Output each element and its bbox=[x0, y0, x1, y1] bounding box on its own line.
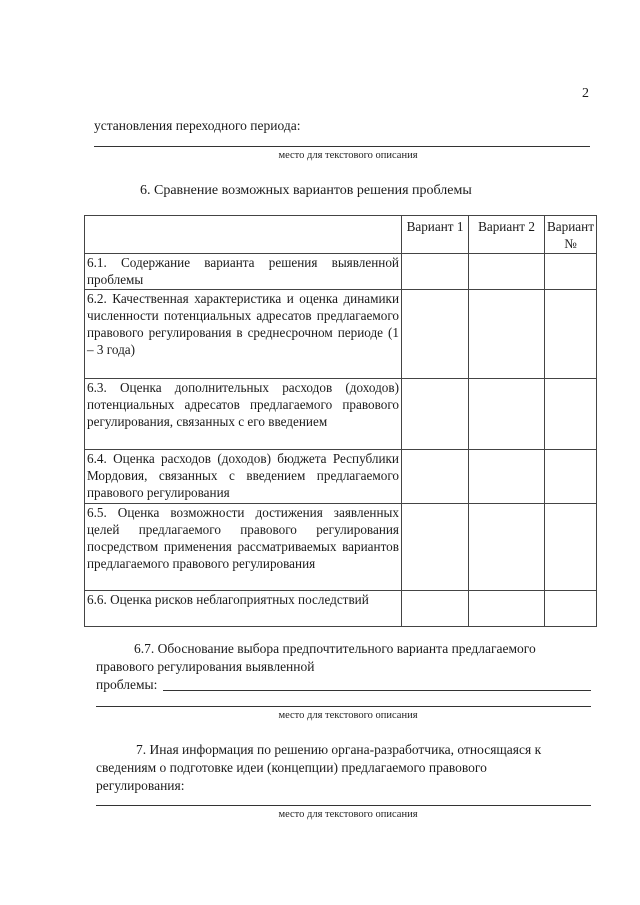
section-tail-text: установления переходного периода: bbox=[94, 118, 301, 133]
criterion-6-1: 6.1. Содержание варианта решения выявленной проблемы bbox=[85, 254, 402, 290]
cell-variant-2[interactable] bbox=[469, 290, 545, 379]
cell-variant-1[interactable] bbox=[402, 504, 469, 591]
cell-variant-2[interactable] bbox=[469, 591, 545, 627]
text-input-line[interactable] bbox=[96, 706, 591, 707]
criterion-6-2: 6.2. Качественная характеристика и оценка динамики численности потенциальных адресатов предлагаемого правового регулирования в среднесрочном периоде (1 – 3 года) bbox=[85, 290, 402, 379]
cell-variant-n[interactable] bbox=[545, 450, 597, 504]
cell-variant-2[interactable] bbox=[469, 379, 545, 450]
caption-text-placeholder: место для текстового описания bbox=[278, 809, 418, 820]
criterion-6-3: 6.3. Оценка дополнительных расходов (доходов) потенциальных адресатов предлагаемого правового регулирования, связанных с его введением bbox=[85, 379, 402, 450]
criterion-6-6: 6.6. Оценка рисков неблагоприятных последствий bbox=[85, 591, 402, 627]
cell-variant-2[interactable] bbox=[469, 504, 545, 591]
table-row bbox=[85, 290, 597, 379]
section-6-title: 6. Сравнение возможных вариантов решения проблемы bbox=[140, 183, 472, 198]
table-row bbox=[85, 254, 597, 290]
cell-variant-1[interactable] bbox=[402, 450, 469, 504]
table-row bbox=[85, 379, 597, 450]
cell-variant-1[interactable] bbox=[402, 379, 469, 450]
cell-variant-n[interactable] bbox=[545, 591, 597, 627]
header-empty bbox=[85, 216, 402, 254]
cell-variant-n[interactable] bbox=[545, 254, 597, 290]
text-input-line bbox=[94, 146, 590, 147]
page-number: 2 bbox=[582, 86, 589, 101]
table-row bbox=[85, 591, 597, 627]
item-6-7-line2: правового регулирования выявленной bbox=[96, 659, 315, 674]
cell-variant-1[interactable] bbox=[402, 254, 469, 290]
cell-variant-n[interactable] bbox=[545, 504, 597, 591]
caption-text-placeholder: место для текстового описания bbox=[278, 710, 418, 721]
table-row bbox=[85, 504, 597, 591]
text-input-line[interactable] bbox=[163, 690, 591, 691]
header-variant-1: Вариант 1 bbox=[402, 216, 469, 254]
cell-variant-n[interactable] bbox=[545, 379, 597, 450]
section-7-line1: 7. Иная информация по решению органа-разработчика, относящаяся к bbox=[136, 742, 542, 757]
cell-variant-1[interactable] bbox=[402, 591, 469, 627]
cell-variant-2[interactable] bbox=[469, 450, 545, 504]
table-row bbox=[85, 450, 597, 504]
criterion-6-5: 6.5. Оценка возможности достижения заявленных целей предлагаемого правового регулирования посредством применения рассматриваемых вариантов предлагаемого правового регулирования bbox=[85, 504, 402, 591]
cell-variant-n[interactable] bbox=[545, 290, 597, 379]
criterion-6-4: 6.4. Оценка расходов (доходов) бюджета Республики Мордовия, связанных с введением предлагаемого правового регулирования bbox=[85, 450, 402, 504]
item-6-7-line1: 6.7. Обоснование выбора предпочтительного варианта предлагаемого bbox=[134, 641, 536, 656]
section-7-line2: сведениям о подготовке идеи (концепции) предлагаемого правового bbox=[96, 760, 487, 775]
header-variant-2: Вариант 2 bbox=[469, 216, 545, 254]
text-input-line[interactable] bbox=[96, 805, 591, 806]
cell-variant-1[interactable] bbox=[402, 290, 469, 379]
table-header-row bbox=[85, 216, 597, 254]
caption-text-placeholder: место для текстового описания bbox=[278, 150, 418, 161]
item-6-7-line3: проблемы: bbox=[96, 677, 158, 692]
section-7-line3: регулирования: bbox=[96, 778, 185, 793]
comparison-table bbox=[84, 215, 597, 627]
cell-variant-2[interactable] bbox=[469, 254, 545, 290]
header-variant-n: Вариант № bbox=[545, 216, 597, 254]
